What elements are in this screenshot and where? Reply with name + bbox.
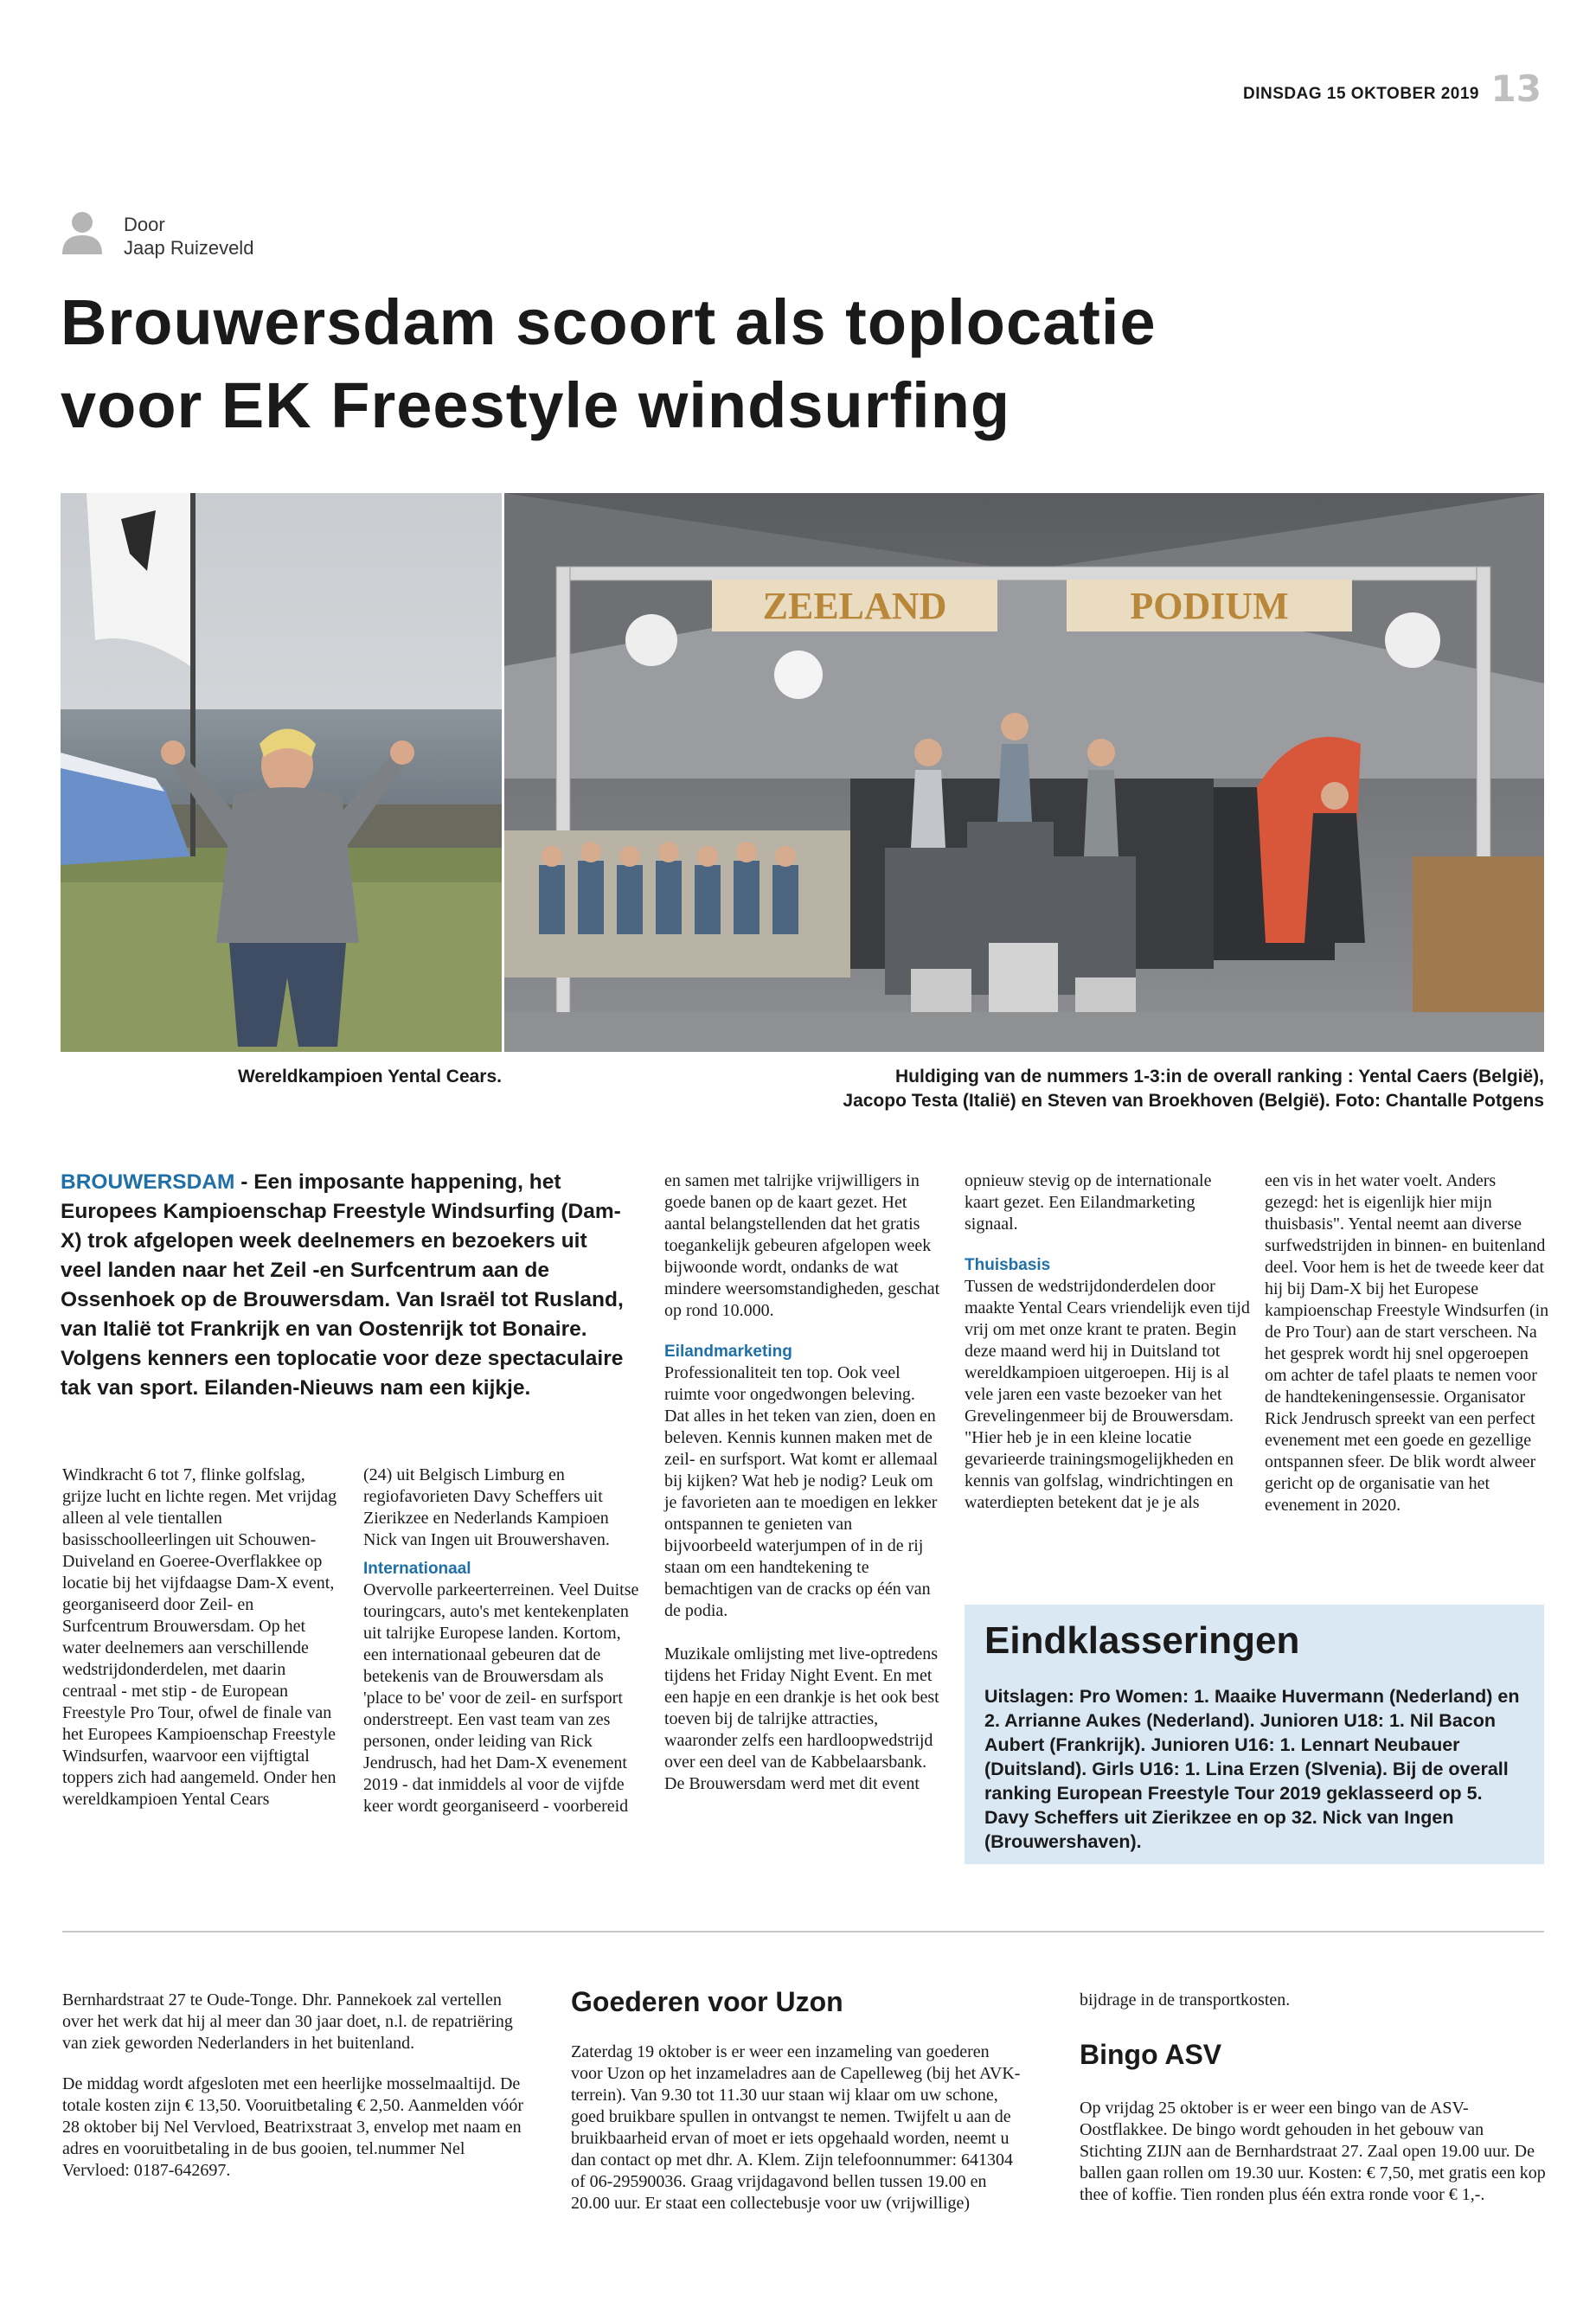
paragraph: en samen met talrijke vrijwilligers in goede banen op de kaart gezet. Het aantal belangstellenden dat het gratis toegankelijk gebeuren afgelopen week bijwoonde wordt, ondanks de wat mindere weersomstandigheden, geschat op rond 10.000. — [664, 1171, 940, 1320]
caption-photo-1: Wereldkampioen Yental Cears. — [237, 1067, 502, 1086]
bottom-article-1 — [62, 1990, 529, 2201]
photo-podium-ceremony — [504, 493, 1544, 1052]
paragraph: opnieuw stevig op de internationale kaart gezet. Een Eilandmarketing signaal. — [965, 1171, 1212, 1234]
paragraph: een vis in het water voelt. Anders gezegd: het is eigenlijk hier mijn thuisbasis". Yental neemt aan diverse surfwedstrijden in binnen- en buitenland deel. Voor hem is het de tweede keer dat hij bij Dam-X bij het Europese kampioenschap Freestyle Windsurfen (in de Pro Tour) aan de start verscheen. Na het gesprek wordt hij snel opgeroepen om achter de tafel plaats te nemen voor de handtekeningensessie. Organisator Rick Jendrusch spreekt van een perfect evenement met een goede en gezellige ontspannen sfeer. De blik wordt alweer gericht op de organisatie van het evenement in 2020. — [1265, 1171, 1549, 1515]
bottom-article-2-continuation: bijdrage in de transportkosten. — [1080, 1990, 1291, 2009]
article-intro — [61, 1168, 631, 1403]
paragraph: Tussen de wedstrijdonderdelen door maakte Yental Cears vriendelijk even tijd vrij om met onze krant te praten. Begin deze maand werd hij in Duitsland tot wereldkampioen uitgeroepen. Hij is al vele jaren een vaste bezoeker van het Grevelingenmeer bij de Brouwersdam. "Hier heb je in een kleine locatie gevarieerde trainingsmogelijkheden en kennis van golfslag, windrichtingen en waterdiepten betekent dat je je als — [965, 1277, 1250, 1512]
article-column-5 — [1265, 1170, 1550, 1516]
issue-date: DINSDAG 15 OKTOBER 2019 — [1242, 85, 1479, 103]
headline — [61, 281, 1531, 447]
byline-label: Door — [124, 214, 165, 235]
caption-photo-2-line-2: Jacopo Testa (Italië) en Steven van Broekhoven (België). Foto: Chantalle Potgens — [843, 1091, 1544, 1111]
paragraph: Professionaliteit ten top. Ook veel ruimte voor ongedwongen beleving. Dat alles in het teken van zien, doen en beleven. Kennis kunnen maken met de zeil- en surfsport. Wat komt er allemaal bij kijken? Wat heb je nodig? Leuk om je favorieten aan te moedigen en lekker ontspannen te genieten van bijvoorbeeld waterjumpen of in de rij staan om een handtekening te bemachtigen van de cracks op één van de podia. — [664, 1363, 939, 1620]
subheading-eilandmarketing: Eilandmarketing — [664, 1343, 792, 1361]
article-column-2 — [363, 1465, 644, 1817]
bottom-article-3-text: Op vrijdag 25 oktober is er weer een bingo van de ASV-Oostflakkee. De bingo wordt gehouden in het gebouw van Stichting ZIJN aan de Bernhardstraat 27. Zaal open 19.00 uur. De ballen gaan rollen om 19.30 uur. Kosten: € 7,50, met gratis een kop thee of koffie. Tien ronden plus één extra ronde voor € 1,-. — [1080, 2099, 1546, 2204]
byline-author: Jaap Ruizeveld — [124, 237, 254, 259]
article-column-3 — [664, 1170, 943, 1795]
bottom-article-2-text: Zaterdag 19 oktober is er weer een inzameling van goederen voor Uzon op het inzameladres aan de Capelleweg (bij het AVK-terrein). Van 9.30 tot 11.30 uur staan wij klaar om uw schone, goed bruikbare spullen in ontvangst te nemen. Twijfelt u aan de bruikbaarheid ervan of moet er iets opgehaald worden, neemt u dan contact op met dhr. A. Klem. Zijn telefoonnummer: 641304 of 06-29590036. Graag vrijdagavond bellen tussen 19.00 en 20.00 uur. Er staat een collectebusje voor uw (vrijwillige) — [571, 2042, 1021, 2213]
byline — [124, 213, 253, 260]
subheading-internationaal: Internationaal — [363, 1560, 471, 1578]
intro-place: BROUWERSDAM — [61, 1170, 235, 1194]
photo-yental-cears — [61, 493, 502, 1052]
paragraph: De middag wordt afgesloten met een heerlijke mosselmaaltijd. De totale kosten zijn € 13,50. Vooruitbetaling € 2,50. Aanmelden vóór 28 oktober bij Nel Vervloed, Beatrixstraat 3, envelop met naam en adres en vooruitbetaling in de bus gooien, tel.nummer Nel Vervloed: 0187-642697. — [62, 2074, 524, 2180]
page-number: 13 — [1490, 67, 1542, 110]
caption-photo-2-line-1: Huldiging van de nummers 1-3:in de overall ranking : Yental Caers (België), — [895, 1067, 1544, 1086]
article-column-4 — [965, 1170, 1250, 1514]
paragraph: (24) uit Belgisch Limburg en regiofavorieten Davy Scheffers uit Zierikzee en Nederlands Kampioen Nick van Ingen uit Brouwershaven. — [363, 1465, 610, 1549]
bottom-article-2-title: Goederen voor Uzon — [571, 1986, 843, 2017]
paragraph: Muzikale omlijsting met live-optredens tijdens het Friday Night Event. En met een hapje en een drankje is het ook best toeven bij de talrijke attracties, waaronder zelfs een hardloopwedstrijd over een deel van de Kabbelaarsbank. De Brouwersdam werd met dit event — [664, 1644, 939, 1793]
paragraph: Overvolle parkeerterreinen. Veel Duitse touringcars, auto's met kentekenplaten uit talrijke Europese landen. Kortom, een internationaal gebeuren dat de betekenis van de Brouwersdam als 'place to be' voor de zeil- en surfsport onderstreept. Een vast team van zes personen, onder leiding van Rick Jendrusch, had het Dam-X evenement 2019 - dat inmiddels al voor de vijfde keer wordt georganiseerd - voorbereid — [363, 1580, 639, 1816]
banner-zeeland-text: ZEELAND — [762, 585, 947, 627]
caption-photo-2 — [504, 1065, 1544, 1113]
headline-line-1: Brouwersdam scoort als toplocatie — [61, 286, 1157, 358]
results-box-body: Uitslagen: Pro Women: 1. Maaike Huvermann (Nederland) en 2. Arrianne Aukes (Nederland). Junioren U18: 1. Nil Bacon Aubert (Frankrijk). Junioren U16: 1. Lennart Neubauer (Duitsland). Girls U16: 1. Lina Erzen (Slvenia). Bij de overall ranking European Freestyle Tour 2019 geklasseerd op 5. Davy Scheffers uit Zierikzee en op 32. Nick van Ingen (Brouwershaven). — [984, 1686, 1520, 1852]
article-column-1 — [62, 1465, 339, 1811]
intro-text: - Een imposante happening, het Europees Kampioenschap Freestyle Windsurfing (Dam-X) trok afgelopen week deelnemers en bezoekers uit veel landen naar het Zeil -en Surfcentrum aan de Ossenhoek op de Brouwersdam. Van Israël tot Rusland, van Italië tot Frankrijk en van Oostenrijk tot Bonaire. Volgens kenners een toplocatie voor deze spectaculaire tak van sport. Eilanden-Nieuws nam een kijkje. — [61, 1170, 624, 1400]
paragraph: Bernhardstraat 27 te Oude-Tonge. Dhr. Pannekoek zal vertellen over het werk dat hij al meer dan 30 jaar doet, n.l. de repatriëring van ziek geworden Nederlanders in het buitenland. — [62, 1990, 513, 2053]
subheading-thuisbasis: Thuisbasis — [965, 1256, 1051, 1274]
paragraph: Windkracht 6 tot 7, flinke golfslag, grijze lucht en lichte regen. Met vrijdag alleen al vele tientallen basisschoolleerlingen uit Schouwen-Duiveland en Goeree-Overflakkee op locatie bij het vijfdaagse Dam-X event, georganiseerd door Zeil- en Surfcentrum Brouwersdam. Op het water deelnemers aan verschillende wedstrijdonderdelen, met daarin centraal - met stip - de European Freestyle Pro Tour, ofwel de finale van het Europees Kampioenschap Freestyle Windsurfen, waarvoor een vijftigtal toppers zich had aangemeld. Onder hen wereldkampioen Yental Cears — [62, 1465, 337, 1809]
results-box-title: Eindklasseringen — [984, 1619, 1300, 1662]
headline-line-2: voor EK Freestyle windsurfing — [61, 369, 1011, 441]
author-avatar-icon — [61, 209, 104, 254]
bottom-article-3-title: Bingo ASV — [1080, 2039, 1222, 2070]
section-divider — [62, 1931, 1544, 1932]
banner-podium-text: PODIUM — [1130, 585, 1289, 627]
